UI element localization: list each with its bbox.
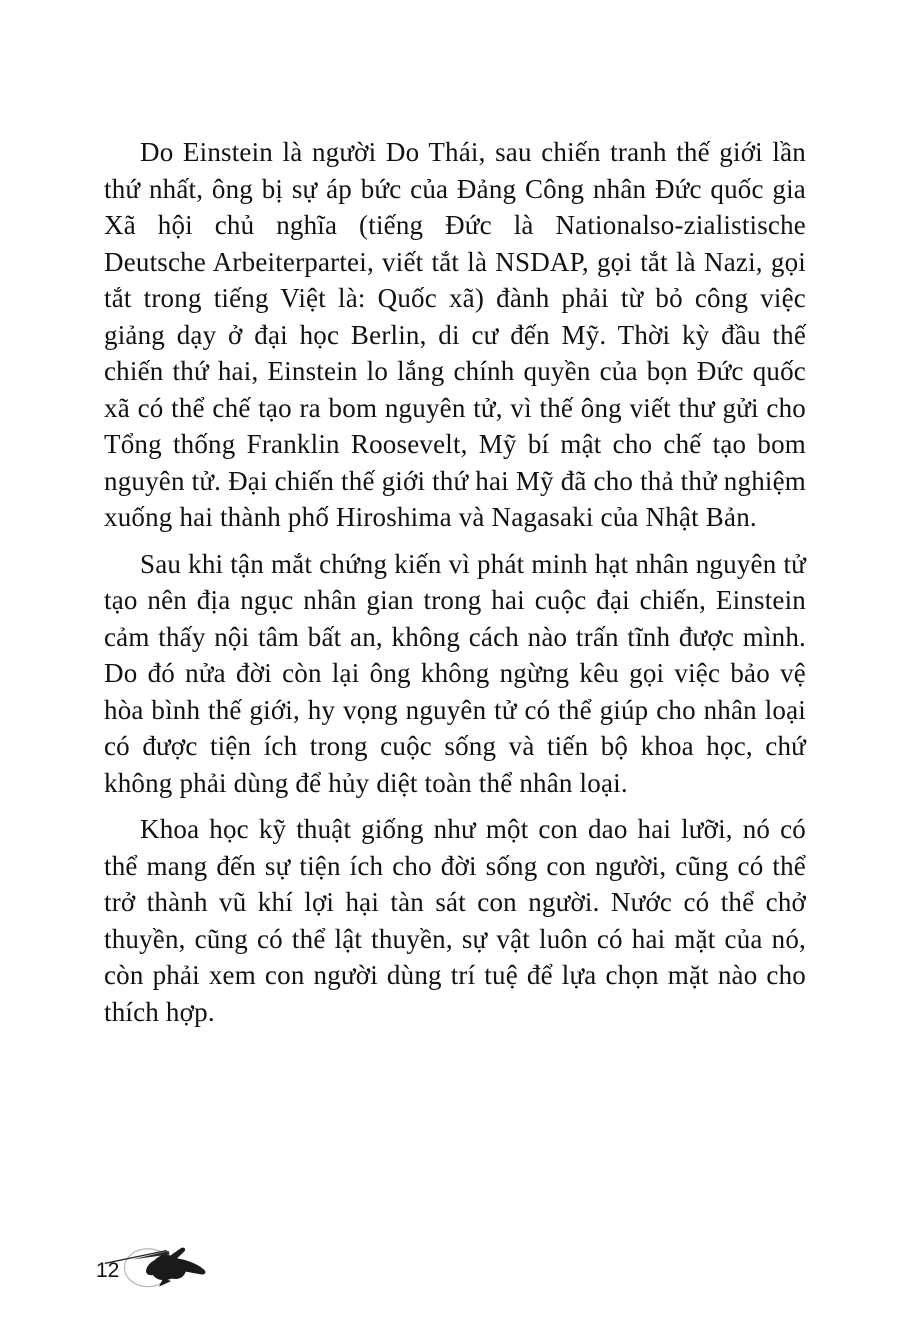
bird-flourish-icon <box>103 1240 215 1292</box>
page-number: 12 <box>96 1258 120 1282</box>
page-footer <box>96 1240 215 1292</box>
paragraph-1: Do Einstein là người Do Thái, sau chiến tranh thế giới lần thứ nhất, ông bị sự áp bức của Đảng Công nhân Đức quốc gia Xã hội chủ nghĩa (tiếng Đức là Nationalso-zialistische Deutsche Arbeiterpartei, viết tắt là NSDAP, gọi tắt là Nazi, gọi tắt trong tiếng Việt là: Quốc xã) đành phải từ bỏ công việc giảng dạy ở đại học Berlin, di cư đến Mỹ. Thời kỳ đầu thế chiến thứ hai, Einstein lo lắng chính quyền của bọn Đức quốc xã có thể chế tạo ra bom nguyên tử, vì thế ông viết thư gửi cho Tổng thống Franklin Roosevelt, Mỹ bí mật cho chế tạo bom nguyên tử. Đại chiến thế giới thứ hai Mỹ đã cho thả thử nghiệm xuống hai thành phố Hiroshima và Nagasaki của Nhật Bản. <box>104 137 806 532</box>
paragraph-2: Sau khi tận mắt chứng kiến vì phát minh hạt nhân nguyên tử tạo nên địa ngục nhân gian trong hai cuộc đại chiến, Einstein cảm thấy nội tâm bất an, không cách nào trấn tĩnh được mình. Do đó nửa đời còn lại ông không ngừng kêu gọi việc bảo vệ hòa bình thế giới, hy vọng nguyên tử có thể giúp cho nhân loại có được tiện ích trong cuộc sống và tiến bộ khoa học, chứ không phải dùng để hủy diệt toàn thể nhân loại. <box>104 548 806 798</box>
paragraph-3: Khoa học kỹ thuật giống như một con dao hai lưỡi, nó có thể mang đến sự tiện ích cho đời sống con người, cũng có thể trở thành vũ khí lợi hại tàn sát con người. Nước có thể chở thuyền, cũng có thể lật thuyền, sự vật luôn có hai mặt của nó, còn phải xem con người dùng trí tuệ để lựa chọn mặt nào cho thích hợp. <box>104 814 806 1027</box>
page-body <box>104 134 806 1040</box>
